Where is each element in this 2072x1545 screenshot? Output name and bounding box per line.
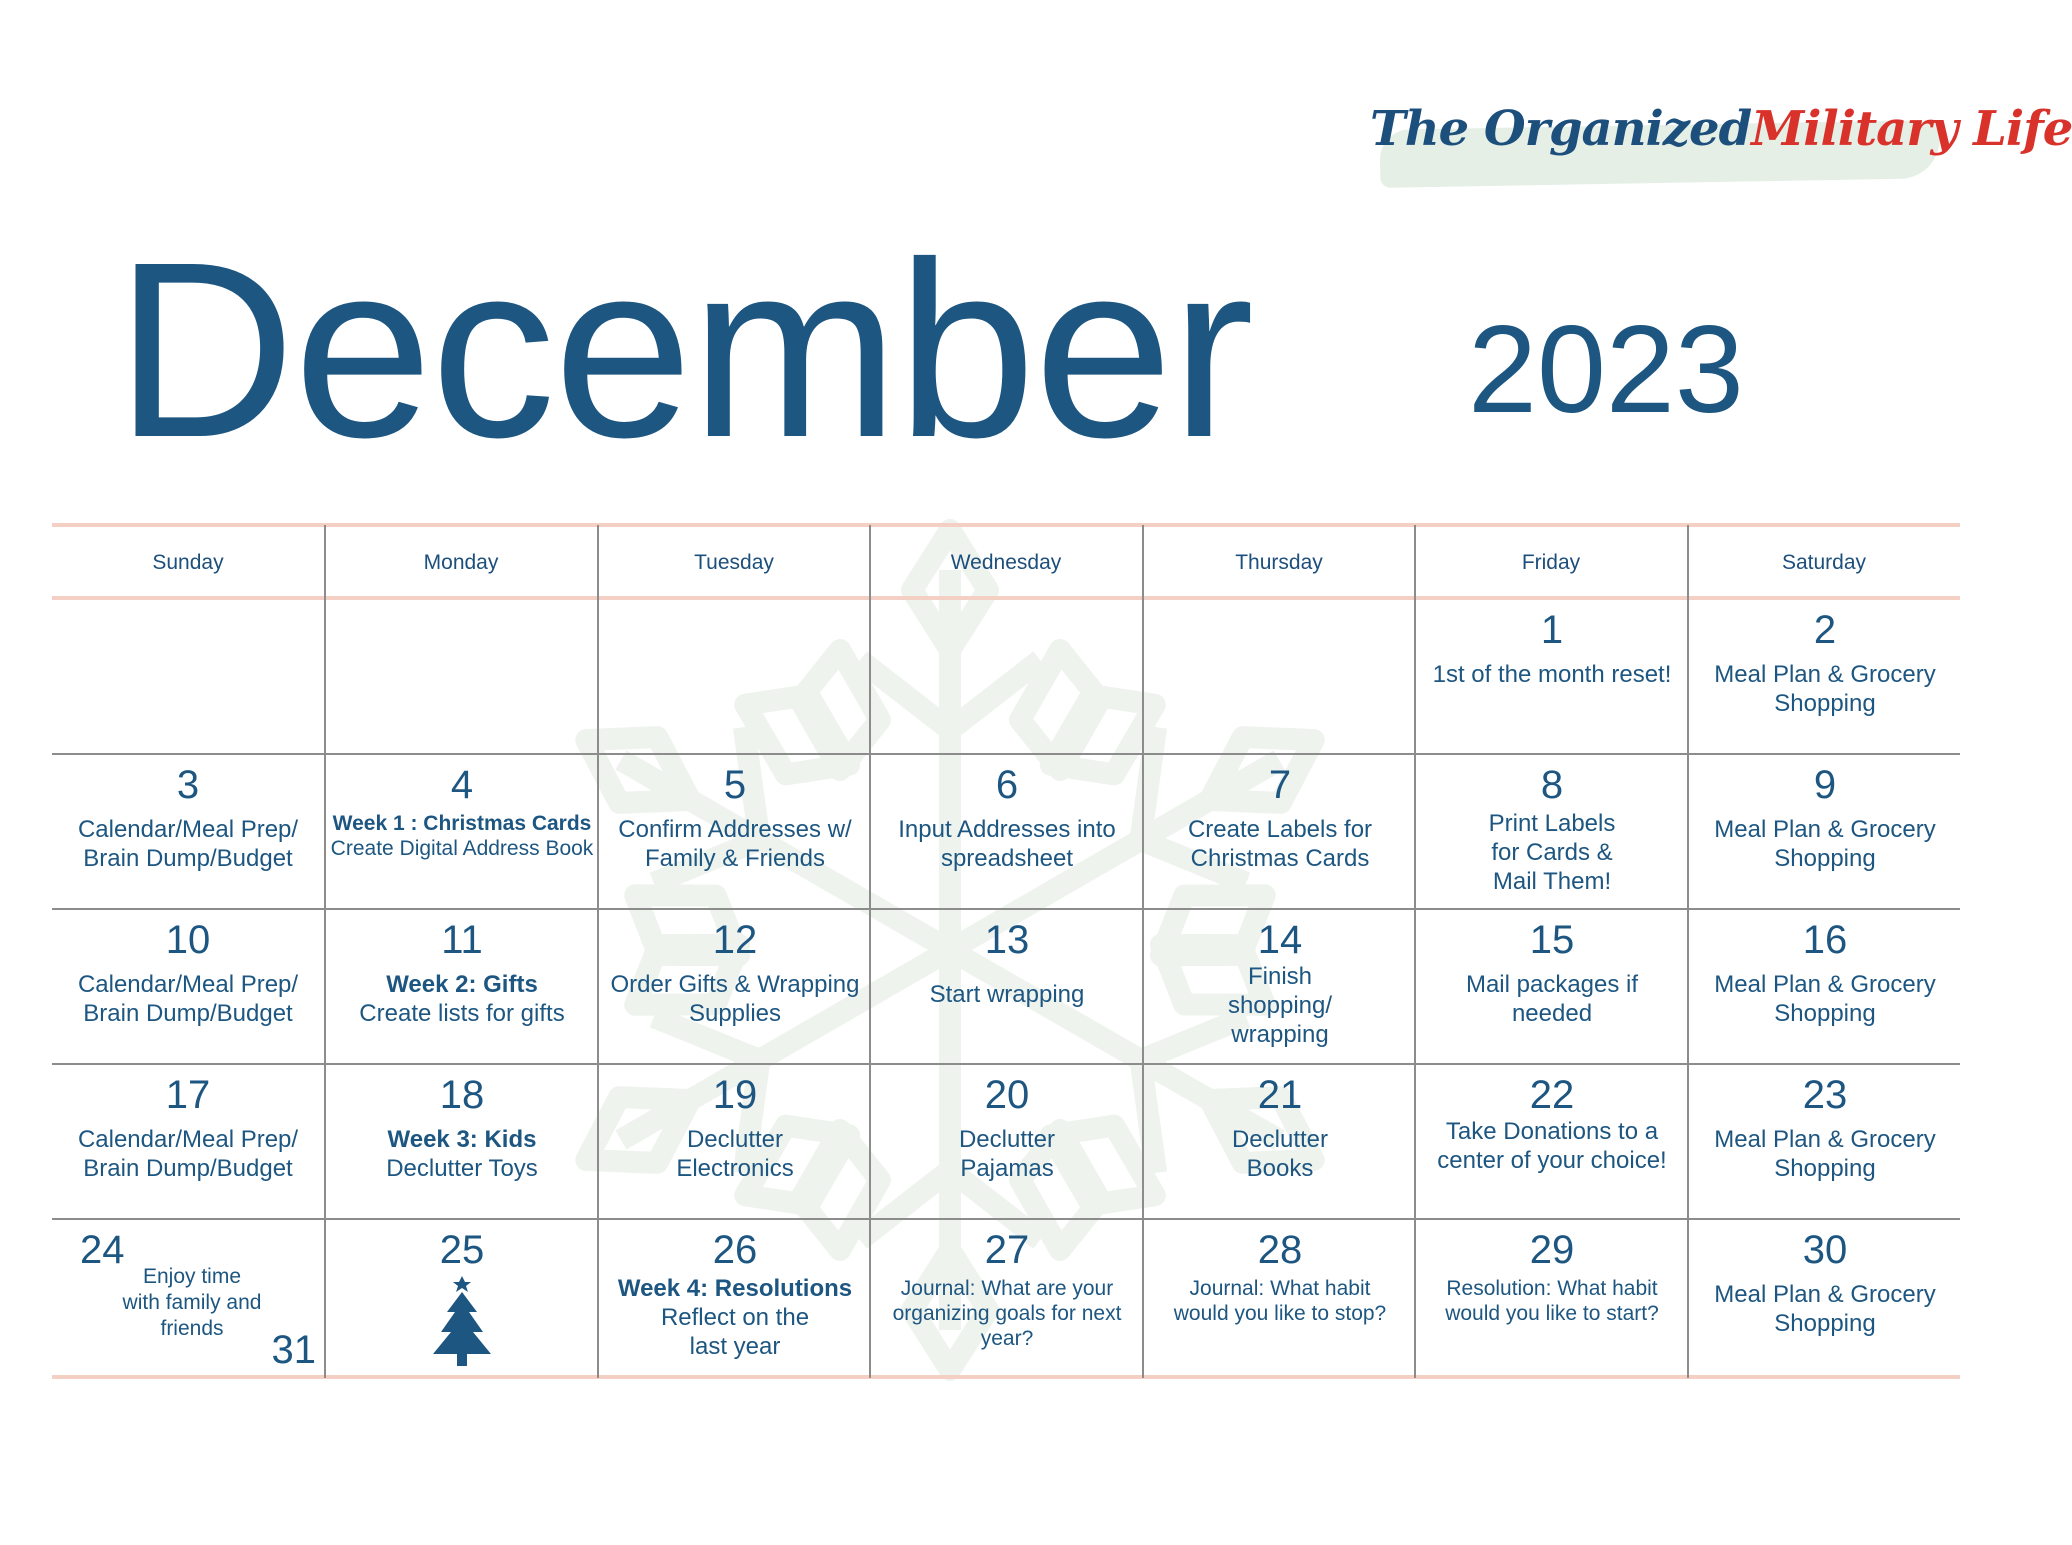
day-number: 3 [176, 763, 200, 807]
day-task: Create Labels for Christmas Cards [1187, 816, 1373, 872]
day-task: Meal Plan & Grocery Shopping [1714, 1126, 1936, 1182]
day-cell-19 [599, 1065, 871, 1217]
day-cell-6 [871, 755, 1143, 907]
day-cell-7 [1144, 755, 1416, 907]
weekday-saturday: Saturday [1781, 551, 1867, 574]
day-number: 12 [712, 918, 758, 962]
day-number: 18 [439, 1073, 485, 1117]
day-number: 29 [1529, 1228, 1575, 1272]
day-cell-22 [1416, 1065, 1688, 1217]
day-task: Journal: What habit would you like to stop? [1173, 1277, 1387, 1325]
day-cell-13 [871, 910, 1143, 1062]
day-cell-25 [326, 1220, 598, 1372]
top-rule [52, 523, 1960, 527]
day-task: Calendar/Meal Prep/ Brain Dump/Budget [77, 1126, 299, 1182]
day-number: 25 [439, 1228, 485, 1272]
day-cell-4 [326, 755, 598, 907]
day-task: Reflect on the last year [660, 1304, 810, 1360]
day-task: Take Donations to a center of your choice! [1437, 1118, 1667, 1174]
day-cell-20 [871, 1065, 1143, 1217]
day-task: Declutter Electronics [676, 1126, 794, 1182]
day-cell-21 [1144, 1065, 1416, 1217]
weekday-wednesday: Wednesday [950, 551, 1062, 574]
day-number: 4 [450, 763, 474, 807]
day-number: 2 [1813, 608, 1837, 652]
day-number: 8 [1540, 763, 1564, 807]
week-heading: Week 1 : Christmas Cards [332, 812, 592, 835]
day-number-31: 31 [271, 1328, 316, 1372]
brand-logo [1360, 95, 2072, 195]
day-number: 28 [1257, 1228, 1303, 1272]
day-task: Calendar/Meal Prep/ Brain Dump/Budget [77, 971, 299, 1027]
day-task: Input Addresses into spreadsheet [898, 816, 1116, 872]
day-number: 26 [712, 1228, 758, 1272]
day-cell-27 [871, 1220, 1143, 1372]
day-task: Enjoy time with family and friends [122, 1265, 262, 1340]
logo-text-part1: The Organized [1370, 101, 1752, 157]
logo-text [1370, 101, 2072, 157]
day-task: 1st of the month reset! [1432, 661, 1672, 688]
day-task: Meal Plan & Grocery Shopping [1714, 1281, 1936, 1337]
day-cell-30 [1689, 1220, 1961, 1372]
weekday-thursday: Thursday [1235, 551, 1323, 574]
weekday-monday: Monday [423, 551, 499, 574]
day-number: 19 [712, 1073, 758, 1117]
day-number: 17 [165, 1073, 211, 1117]
day-cell-24-31 [52, 1220, 324, 1372]
day-cell-14 [1144, 910, 1416, 1062]
day-cell-12 [599, 910, 871, 1062]
day-cell-2 [1689, 600, 1961, 752]
day-number: 7 [1268, 763, 1292, 807]
bottom-rule [52, 1375, 1960, 1379]
day-cell-16 [1689, 910, 1961, 1062]
day-cell-29 [1416, 1220, 1688, 1372]
weekday-tuesday: Tuesday [694, 551, 774, 574]
day-task: Create lists for gifts [359, 1000, 565, 1027]
day-task: Journal: What are your organizing goals for next year? [892, 1277, 1122, 1350]
day-number: 5 [723, 763, 747, 807]
day-number: 10 [165, 918, 211, 962]
day-cell-23 [1689, 1065, 1961, 1217]
day-number: 20 [984, 1073, 1030, 1117]
day-task: Calendar/Meal Prep/ Brain Dump/Budget [77, 816, 299, 872]
day-number: 21 [1257, 1073, 1303, 1117]
day-cell-28 [1144, 1220, 1416, 1372]
day-task: Confirm Addresses w/ Family & Friends [618, 816, 852, 872]
day-cell-1 [1416, 600, 1688, 752]
day-number: 27 [984, 1228, 1030, 1272]
christmas-tree-icon [427, 1276, 497, 1368]
day-number: 30 [1802, 1228, 1848, 1272]
day-task: Meal Plan & Grocery Shopping [1714, 971, 1936, 1027]
week-heading: Week 3: Kids [387, 1126, 537, 1153]
day-cell-5 [599, 755, 871, 907]
week-heading: Week 4: Resolutions [617, 1275, 853, 1302]
day-cell-17 [52, 1065, 324, 1217]
day-cell-3 [52, 755, 324, 907]
week-heading: Week 2: Gifts [386, 971, 538, 998]
day-task: Resolution: What habit would you like to start? [1445, 1277, 1659, 1325]
day-cell-18 [326, 1065, 598, 1217]
day-task: Declutter Pajamas [958, 1126, 1056, 1182]
day-number: 22 [1529, 1073, 1575, 1117]
day-cell-11 [326, 910, 598, 1062]
day-number: 14 [1257, 918, 1303, 962]
weekday-friday: Friday [1521, 551, 1581, 574]
day-number: 1 [1540, 608, 1564, 652]
calendar-grid [52, 523, 1960, 1380]
day-number: 13 [984, 918, 1030, 962]
day-cell-9 [1689, 755, 1961, 907]
day-number: 23 [1802, 1073, 1848, 1117]
day-number: 24 [80, 1228, 125, 1272]
day-task: Meal Plan & Grocery Shopping [1714, 661, 1936, 717]
day-task: Create Digital Address Book [330, 837, 594, 860]
day-task: Start wrapping [929, 981, 1085, 1008]
year-title: 2023 [1468, 301, 1744, 439]
day-task: Declutter Books [1231, 1126, 1329, 1182]
day-number: 15 [1529, 918, 1575, 962]
day-cell-10 [52, 910, 324, 1062]
day-task: Finish shopping/ wrapping [1227, 963, 1333, 1048]
day-task: Mail packages if needed [1465, 971, 1639, 1027]
day-task: Print Labels for Cards & Mail Them! [1488, 810, 1616, 895]
day-number: 9 [1813, 763, 1837, 807]
day-number: 11 [441, 918, 483, 962]
day-task: Order Gifts & Wrapping Supplies [610, 971, 860, 1027]
month-title: December [115, 210, 1253, 489]
logo-text-part2: Military Life [1751, 101, 2072, 157]
day-cell-26 [599, 1220, 871, 1372]
day-task: Meal Plan & Grocery Shopping [1714, 816, 1936, 872]
day-cell-8 [1416, 755, 1688, 907]
weekday-sunday: Sunday [152, 551, 224, 574]
day-number: 6 [995, 763, 1019, 807]
day-number: 16 [1802, 918, 1848, 962]
day-cell-15 [1416, 910, 1688, 1062]
day-task: Declutter Toys [386, 1155, 538, 1182]
